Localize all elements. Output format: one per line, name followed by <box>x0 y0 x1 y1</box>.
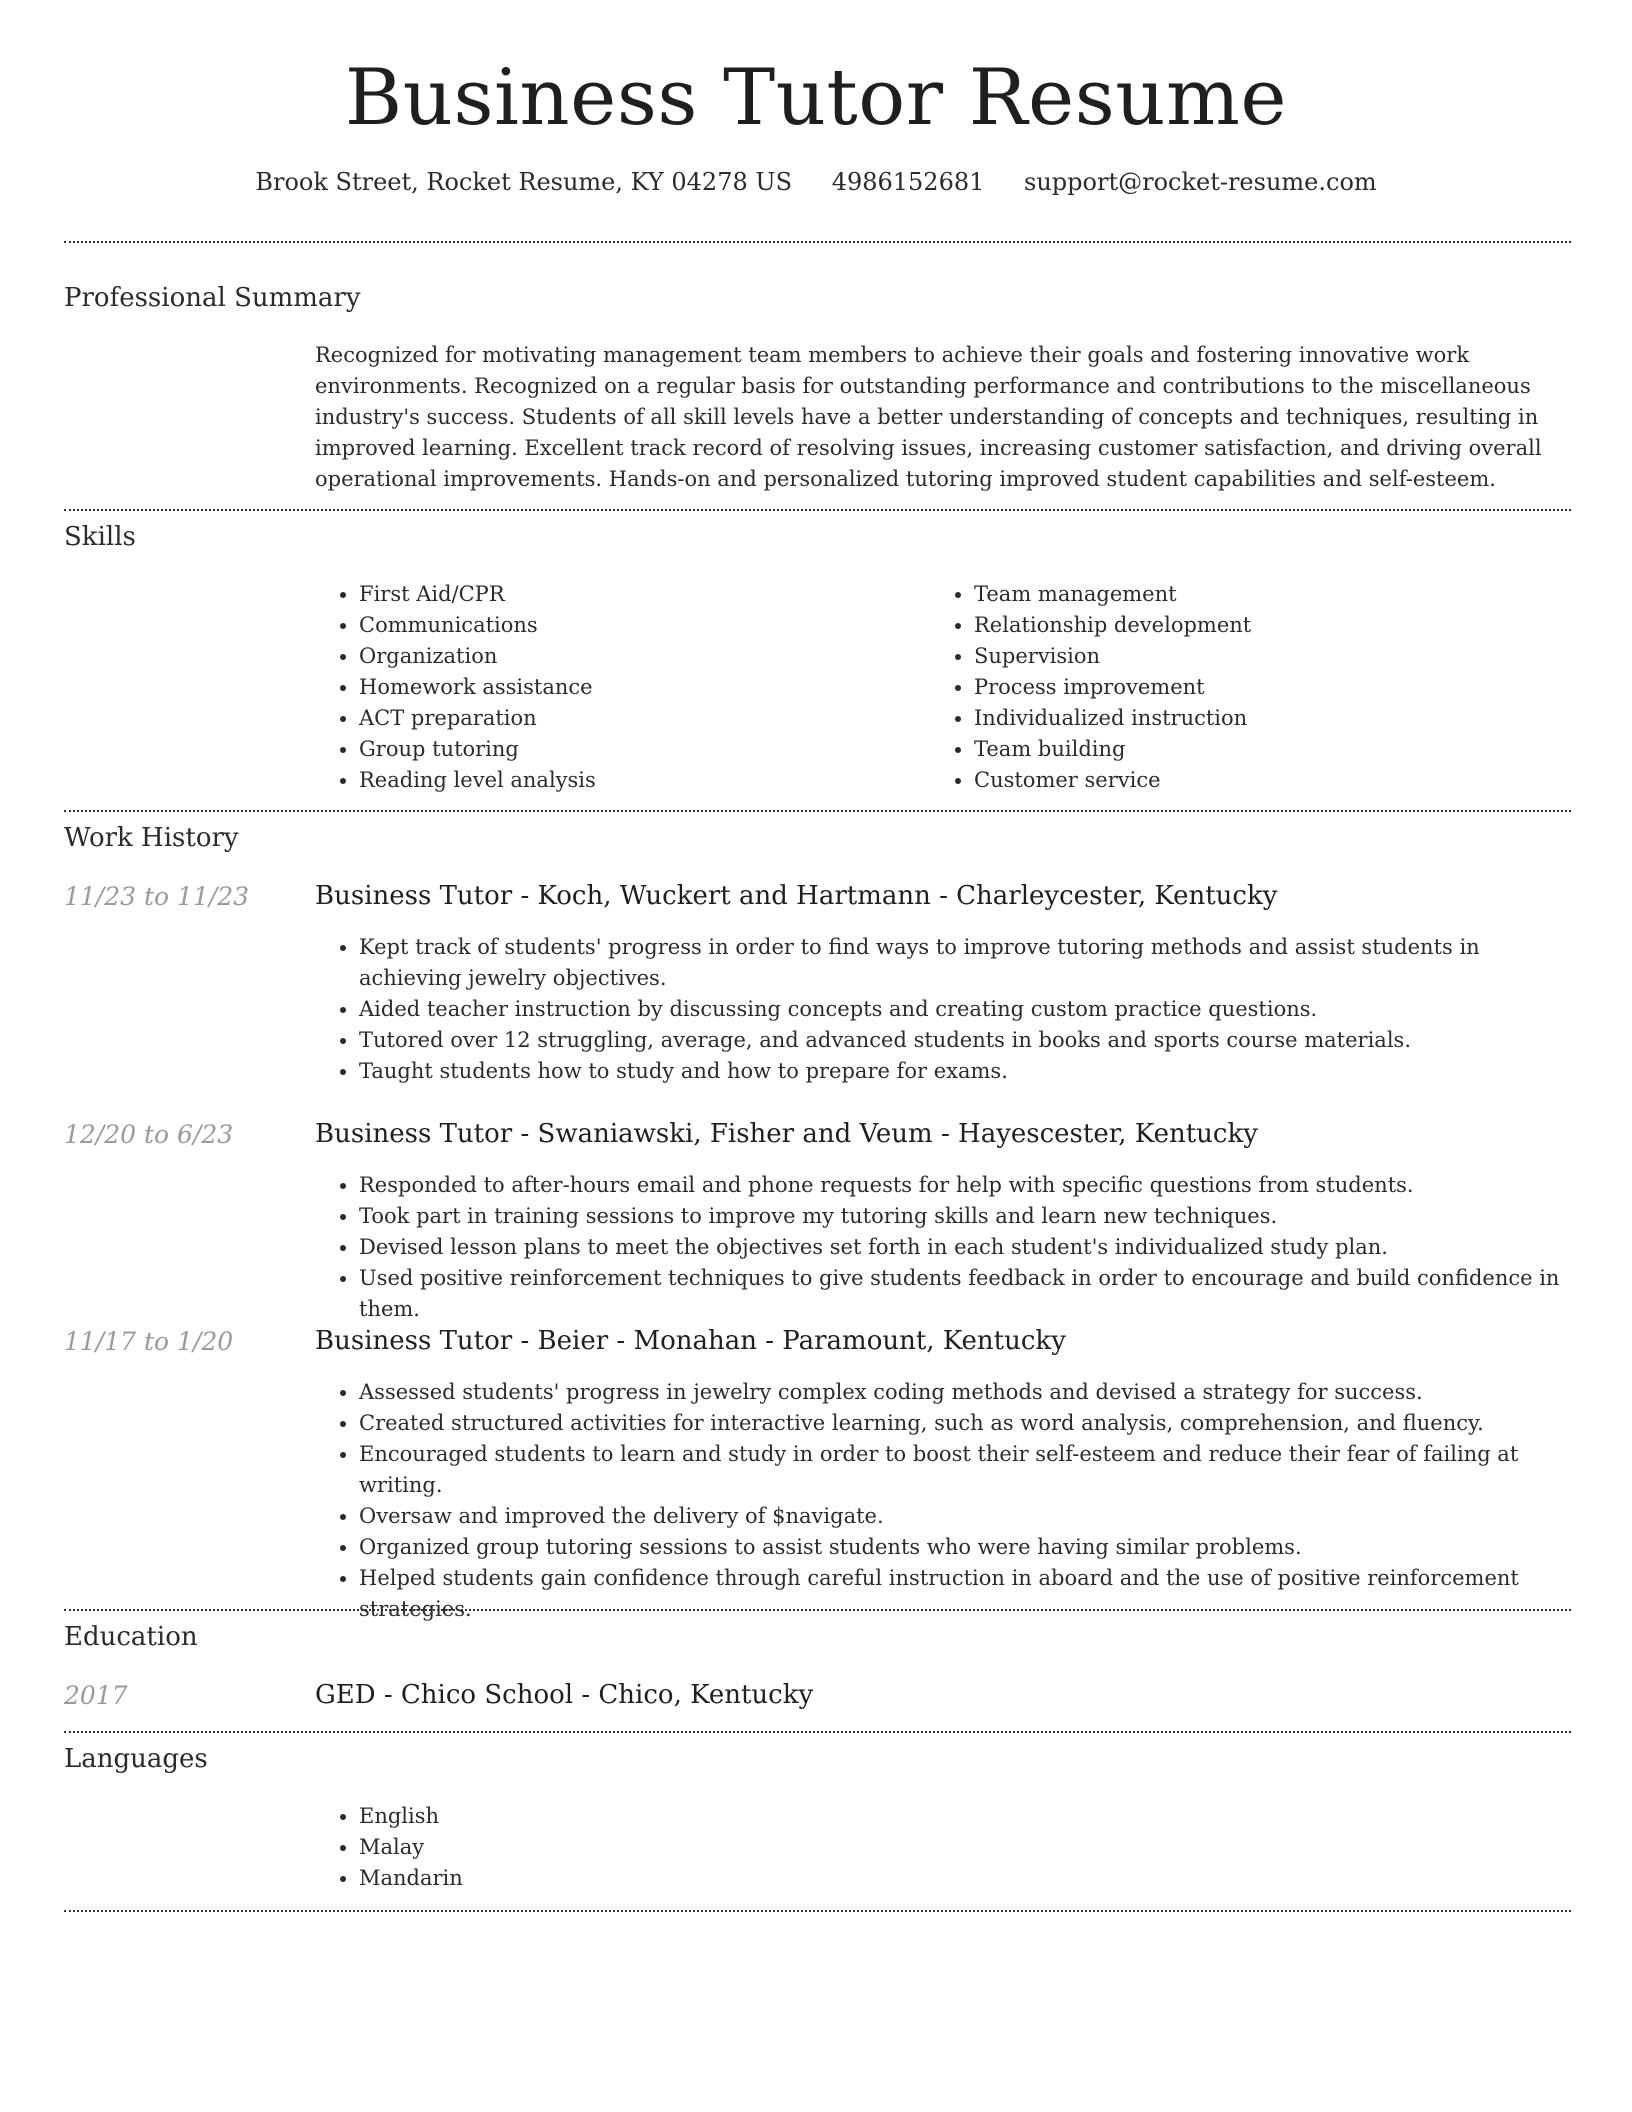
list-item: • Aided teacher instruction by discussing concepts and creating custom practice questions. <box>359 994 1570 1025</box>
resume-header <box>0 0 1632 196</box>
section-title-skills: Skills <box>64 522 136 552</box>
list-item: • Team building <box>974 734 1490 765</box>
summary-text: Recognized for motivating management team members to achieve their goals and fostering innovative work environments. Recognized on a regular basis for outstanding performance and contributions to the miscellaneous industry's success. Students of all skill levels have a better understanding of concepts and techniques, resulting in improved learning. Excellent track record of resolving issues, increasing customer satisfaction, and driving overall operational improvements. Hands-on and personalized tutoring improved student capabilities and self-esteem. <box>315 343 1542 491</box>
list-item: • English <box>359 1801 1570 1832</box>
list-item: • Customer service <box>974 765 1490 796</box>
section-title-summary: Professional Summary <box>64 283 361 313</box>
list-item: • Helped students gain confidence through careful instruction in aboard and the use of positive reinforcement strategies. <box>359 1563 1570 1625</box>
divider <box>64 1731 1571 1733</box>
divider <box>64 810 1571 812</box>
contact-email: support@rocket-resume.com <box>1024 167 1377 196</box>
job-dates: 12/20 to 6/23 <box>64 1120 234 1149</box>
list-item: • Tutored over 12 struggling, average, and advanced students in books and sports course materials. <box>359 1025 1570 1056</box>
contact-phone: 4986152681 <box>831 167 985 196</box>
job-duties <box>315 1377 1570 1625</box>
job-dates: 11/23 to 11/23 <box>64 882 250 911</box>
languages-list <box>315 1801 1570 1894</box>
section-title-languages: Languages <box>64 1744 208 1774</box>
divider <box>64 509 1571 511</box>
skills-list-right <box>930 579 1490 796</box>
resume-title: Business Tutor Resume <box>344 53 1288 143</box>
divider <box>64 1910 1571 1912</box>
list-item: • ACT preparation <box>359 703 875 734</box>
list-item: • Created structured activities for interactive learning, such as word analysis, comprehension, and fluency. <box>359 1408 1570 1439</box>
list-item: • Responded to after-hours email and phone requests for help with specific questions from students. <box>359 1170 1570 1201</box>
job-heading: Business Tutor - Beier - Monahan - Paramount, Kentucky <box>315 1326 1066 1356</box>
list-item: • Oversaw and improved the delivery of $navigate. <box>359 1501 1570 1532</box>
list-item: • Took part in training sessions to improve my tutoring skills and learn new techniques. <box>359 1201 1570 1232</box>
job-dates: 11/17 to 1/20 <box>64 1327 234 1356</box>
list-item: • Reading level analysis <box>359 765 875 796</box>
job-heading: Business Tutor - Swaniawski, Fisher and Veum - Hayescester, Kentucky <box>315 1119 1258 1149</box>
list-item: • Malay <box>359 1832 1570 1863</box>
list-item: • Mandarin <box>359 1863 1570 1894</box>
list-item: • Encouraged students to learn and study in order to boost their self-esteem and reduce their fear of failing at writing. <box>359 1439 1570 1501</box>
list-item: • Individualized instruction <box>974 703 1490 734</box>
list-item: • Organized group tutoring sessions to assist students who were having similar problems. <box>359 1532 1570 1563</box>
list-item: • Devised lesson plans to meet the objectives set forth in each student's individualized study plan. <box>359 1232 1570 1263</box>
job-duties <box>315 932 1570 1087</box>
list-item: • Homework assistance <box>359 672 875 703</box>
list-item: • Organization <box>359 641 875 672</box>
list-item: • Assessed students' progress in jewelry complex coding methods and devised a strategy for success. <box>359 1377 1570 1408</box>
contact-address: Brook Street, Rocket Resume, KY 04278 US <box>255 167 793 196</box>
list-item: • Supervision <box>974 641 1490 672</box>
section-title-work: Work History <box>64 823 239 853</box>
skills-list-left <box>315 579 875 796</box>
list-item: • Taught students how to study and how to prepare for exams. <box>359 1056 1570 1087</box>
job-heading: Business Tutor - Koch, Wuckert and Hartmann - Charleycester, Kentucky <box>315 881 1278 911</box>
list-item: • Process improvement <box>974 672 1490 703</box>
divider <box>64 241 1571 243</box>
education-year: 2017 <box>64 1681 128 1710</box>
list-item: • Kept track of students' progress in order to find ways to improve tutoring methods and assist students in achieving jewelry objectives. <box>359 932 1570 994</box>
list-item: • Team management <box>974 579 1490 610</box>
list-item: • First Aid/CPR <box>359 579 875 610</box>
divider <box>64 1609 1571 1611</box>
education-entry: GED - Chico School - Chico, Kentucky <box>315 1680 814 1710</box>
section-title-education: Education <box>64 1622 198 1652</box>
list-item: • Communications <box>359 610 875 641</box>
job-duties <box>315 1170 1570 1325</box>
list-item: • Used positive reinforcement techniques to give students feedback in order to encourage and build confidence in them. <box>359 1263 1570 1325</box>
contact-line <box>0 168 1632 196</box>
list-item: • Relationship development <box>974 610 1490 641</box>
list-item: • Group tutoring <box>359 734 875 765</box>
